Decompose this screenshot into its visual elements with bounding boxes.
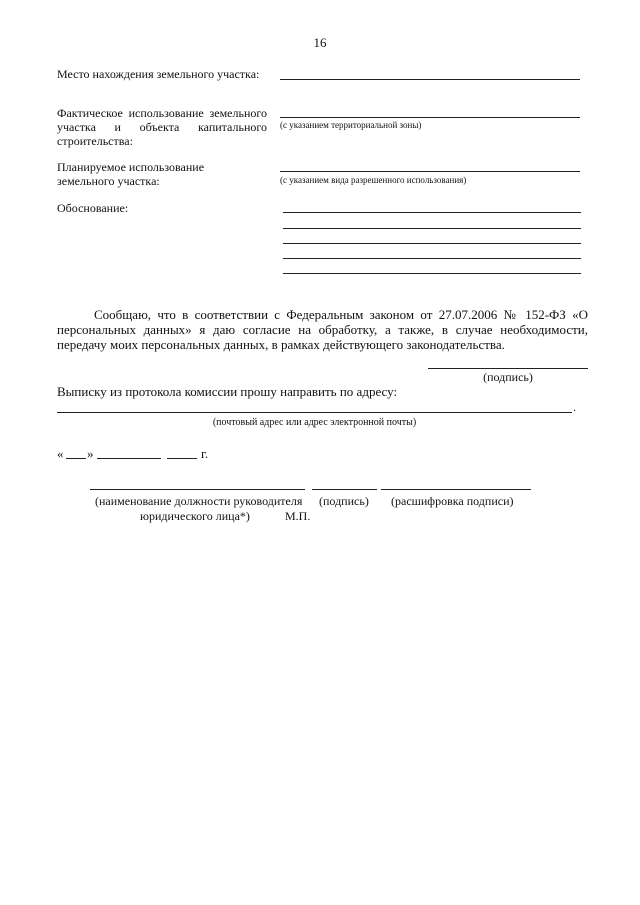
justification-label: Обоснование: [57, 201, 129, 215]
consent-signature-hint: (подпись) [483, 370, 533, 384]
decoding-signature-line[interactable] [381, 489, 531, 490]
consent-paragraph [57, 307, 588, 352]
consent-signature-line[interactable] [428, 368, 588, 369]
consent-line-3: передачу моих персональных данных, в рамках действующего законодательства. [57, 337, 505, 352]
signature-line[interactable] [312, 489, 377, 490]
signature-hint: (подпись) [319, 494, 369, 508]
actual-use-label-line2: участка и объекта капитального [57, 120, 267, 134]
consent-line-2: персональных данных» я даю согласие на обработку, а также, в случае необходимости, [57, 322, 588, 337]
address-end-mark: . [573, 400, 576, 414]
position-hint-line2: юридического лица*) [140, 509, 250, 523]
actual-use-label-line1: Фактическое использование земельного [57, 106, 267, 120]
actual-use-hint: (с указанием территориальной зоны) [280, 120, 422, 130]
address-field-line[interactable] [57, 412, 572, 413]
justification-line-3[interactable] [283, 243, 581, 244]
date-year-suffix: г. [201, 446, 209, 461]
address-label: Выписку из протокола комиссии прошу направить по адресу: [57, 384, 398, 399]
date-close-quote: » [87, 446, 94, 461]
date-open-quote: « [57, 446, 64, 461]
justification-line-1[interactable] [283, 212, 581, 213]
consent-line-1: Сообщаю, что в соответствии с Федеральным законом от 27.07.2006 № 152-ФЗ «О [94, 307, 588, 322]
planned-use-hint: (с указанием вида разрешенного использования) [280, 175, 467, 185]
page-number: 16 [313, 35, 327, 50]
justification-line-2[interactable] [283, 228, 581, 229]
address-hint: (почтовый адрес или адрес электронной почты) [212, 417, 417, 428]
planned-use-label-line1: Планируемое использование [57, 160, 205, 174]
date-month-line[interactable] [97, 458, 161, 459]
date-day-line[interactable] [66, 458, 86, 459]
justification-line-4[interactable] [283, 258, 581, 259]
actual-use-label-line3: строительства: [57, 134, 133, 148]
actual-use-label [57, 106, 267, 148]
planned-use-label [57, 160, 204, 188]
actual-use-field-line[interactable] [280, 117, 580, 118]
location-field-line[interactable] [280, 79, 580, 80]
location-label: Место нахождения земельного участка: [57, 67, 260, 81]
position-hint-line1: (наименование должности руководителя [95, 494, 303, 508]
position-signature-line[interactable] [90, 489, 305, 490]
planned-use-label-line2: земельного участка: [57, 174, 160, 188]
planned-use-field-line[interactable] [280, 171, 580, 172]
stamp-mark: М.П. [285, 509, 311, 523]
date-year-line[interactable] [167, 458, 197, 459]
decoding-hint: (расшифровка подписи) [391, 494, 514, 508]
justification-line-5[interactable] [283, 273, 581, 274]
